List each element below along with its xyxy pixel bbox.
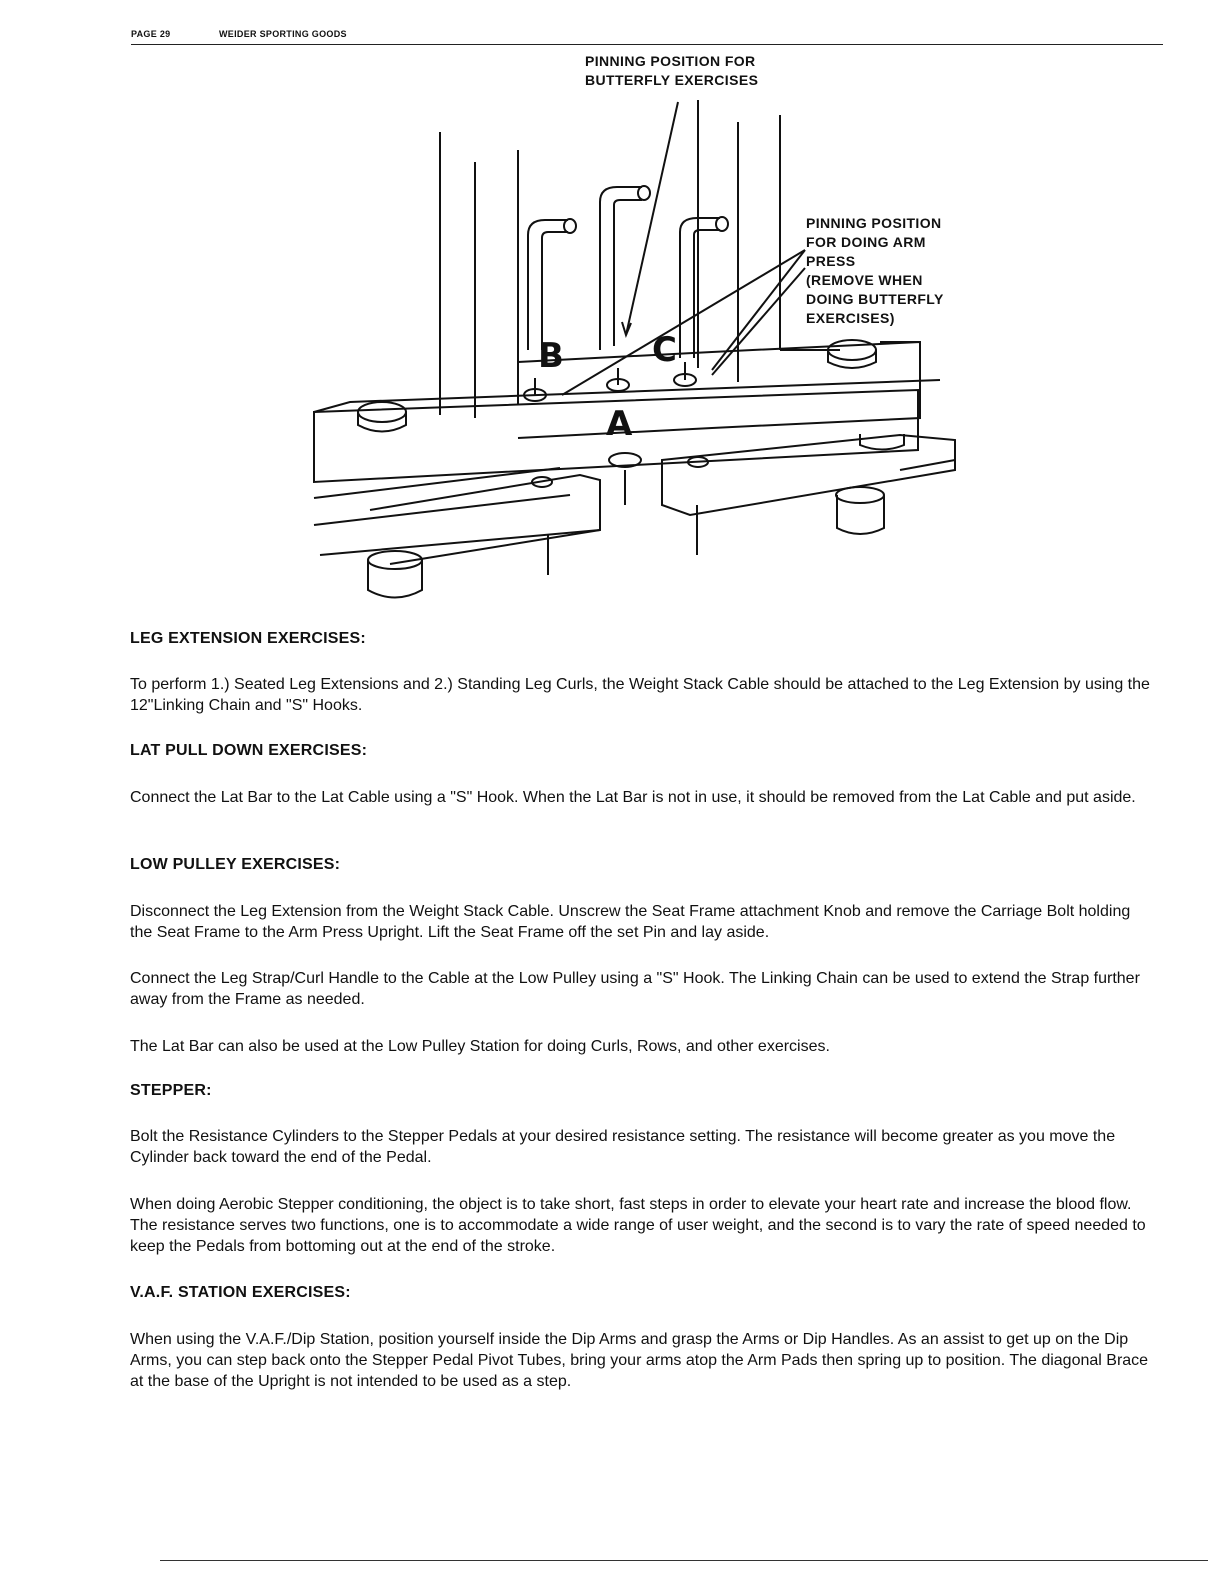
page-number: PAGE 29 [131,29,171,39]
pin-left [528,220,568,350]
page-header [131,26,1163,45]
butterfly-leader-line [626,102,678,335]
lower-right-bar [662,435,955,515]
lower-left-rail-3 [320,530,600,555]
pin-center-end [638,186,650,200]
section-title-low-pulley: LOW PULLEY EXERCISES: [130,856,341,873]
lower-left-rail [314,468,560,498]
callout-butterfly: PINNING POSITION FOR BUTTERFLY EXERCISES [585,53,759,88]
upper-block [518,342,920,438]
arm-press-leader-3 [712,268,805,375]
lat-pull-down-paragraph: Connect the Lat Bar to the Lat Cable using a "S" Hook. When the Lat Bar is not in use, it should be removed from the Lat Cable and put aside. [130,789,1136,806]
lower-right-rail [900,460,955,470]
vaf-station-paragraph: When using the V.A.F./Dip Station, position yourself inside the Dip Arms and grasp the Arms or Dip Handles. As an assist to get up on the Dip Arms, you can step back onto the Stepper Pedal Pivot Tubes, bring your arms atop the Arm Pads then spring up to position. The diagonal Brace at the base of the Upright is not intended to be used as a step. [130,1331,1149,1390]
pin-center [600,187,642,350]
callout-arm-press: PINNING POSITION FOR DOING ARM PRESS (REMOVE WHEN DOING BUTTERFLY EXERCISES) [806,215,944,326]
low-pulley-paragraph-3: The Lat Bar can also be used at the Low Pulley Station for doing Curls, Rows, and other exercises. [130,1038,830,1055]
pin-left-end [564,219,576,233]
leg-extension-paragraph: To perform 1.) Seated Leg Extensions and 2.) Standing Leg Curls, the Weight Stack Cable should be attached to the Leg Extension by using the 12"Linking Chain and "S" Hooks. [130,676,1150,714]
low-pulley-paragraph-1: Disconnect the Leg Extension from the Weight Stack Cable. Unscrew the Seat Frame attachment Knob and remove the Carriage Bolt holding the Seat Frame to the Arm Press Upright. Lift the Seat Frame off the set Pin and lay aside. [130,903,1131,941]
footer-rule [160,1560,1208,1561]
label-b: B [538,336,564,376]
pin-right-end [716,217,728,231]
pin-left-inner [542,232,568,350]
diagram-illustration [300,50,990,610]
section-title-stepper: STEPPER: [130,1082,212,1099]
lower-left-rail-2 [314,495,570,525]
section-title-lat-pull-down: LAT PULL DOWN EXERCISES: [130,742,368,759]
section-title-leg-extension: LEG EXTENSION EXERCISES: [130,630,366,647]
company-name: WEIDER SPORTING GOODS [219,29,347,39]
knob-left [358,402,406,422]
stepper-paragraph-1: Bolt the Resistance Cylinders to the Stepper Pedals at your desired resistance setting. The resistance will become greater as you move the Cylinder back toward the end of the Pedal. [130,1128,1116,1166]
low-pulley-paragraph-2: Connect the Leg Strap/Curl Handle to the Cable at the Low Pulley using a "S" Hook. The Linking Chain can be used to extend the Strap further away from the Frame as needed. [130,970,1140,1008]
foot-right-top [836,487,884,503]
stepper-paragraph-2: When doing Aerobic Stepper conditioning, the object is to take short, fast steps in order to elevate your heart rate and increase the blood flow. The resistance serves two functions, one is to accommodate a wide range of user weight, and the second is to vary the rate of speed needed to keep the Pedals from bottoming out at the end of the stroke. [130,1196,1146,1255]
pin-right [680,218,720,358]
section-title-vaf-station: V.A.F. STATION EXERCISES: [130,1284,351,1301]
label-a: A [606,404,633,444]
label-c: C [652,330,677,370]
pinning-diagram [300,50,990,610]
